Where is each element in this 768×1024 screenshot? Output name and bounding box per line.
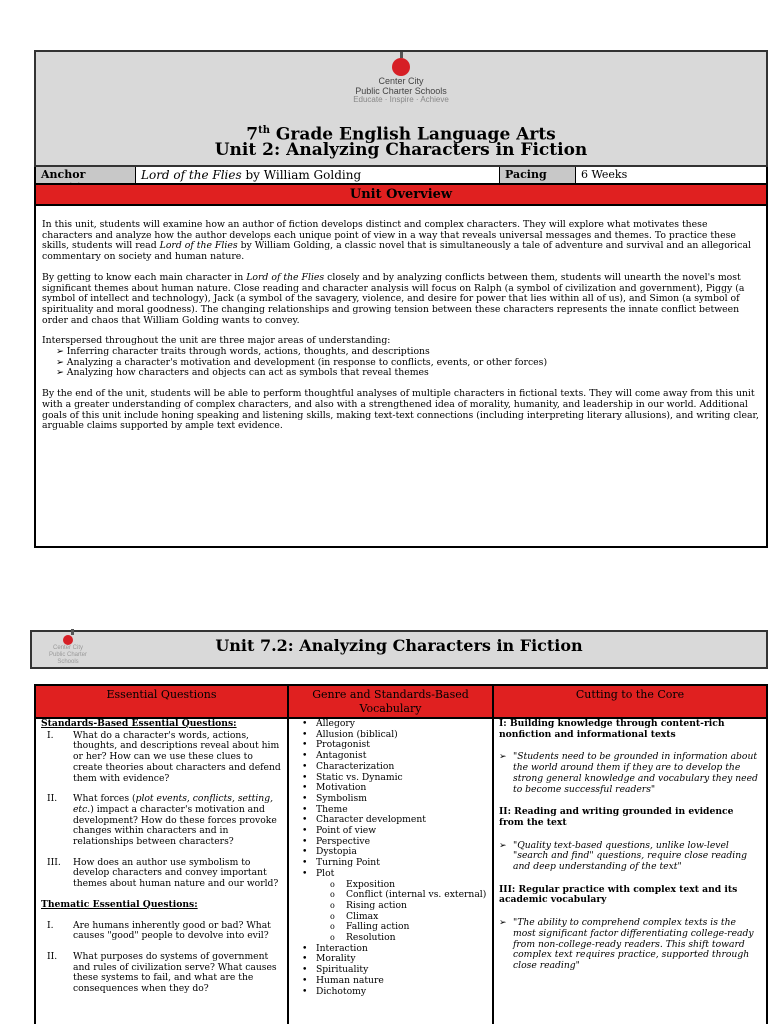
arrow-icon: ➢ (499, 751, 507, 763)
list-item: • Perspective (302, 837, 487, 848)
unit-overview-heading: Unit Overview (34, 185, 768, 206)
core-quote-3: ➢ "The ability to comprehend complex texts is the most significant factor differentiating college-ready from non-college-ready readers. This shift toward complex text requires practice, supported through close reading" (499, 917, 754, 971)
list-item: • Symbolism (302, 794, 487, 805)
list-item: • Antagonist (302, 751, 487, 762)
list-item: • Dichotomy (302, 987, 487, 998)
list-item: o Falling action (302, 922, 487, 933)
grade-subject: Grade English Language Arts (269, 124, 556, 145)
list-item: • Character development (302, 815, 487, 826)
list-item: II. What forces (plot events, conflicts, setting, etc.) impact a character's motivation and development? How do these forces provoke changes within characters and in relationships between characters? (47, 793, 277, 848)
pacing-value: 6 Weeks (581, 168, 628, 181)
list-item: • Turning Point (302, 858, 487, 869)
unit-overview-body (34, 206, 768, 548)
overview-paragraph-4: By the end of the unit, students will be able to perform thoughtful analyses of multiple characters in fictional texts. They will come away from this unit with a greater understanding of complex characters, and also with a strengthened idea of morality, humanity, and leadership in our world. Additional goals of this unit include honing speaking and listening skills, making text-text connections (including interpreting literary allusions), and writing clear, arguable claims supported by ample text evidence. (42, 388, 759, 432)
list-item: o Conflict (internal vs. external) (302, 890, 487, 901)
list-item: o Resolution (302, 933, 487, 944)
list-item: • Dystopia (302, 847, 487, 858)
arrow-icon: ➢ (499, 839, 507, 851)
anchor-title: Lord of the Flies (141, 168, 242, 182)
list-item: ➢ Inferring character traits through words, actions, thoughts, and descriptions (56, 347, 760, 358)
pacing-label: Pacing (500, 167, 576, 183)
list-item: o Climax (302, 912, 487, 923)
logo-line-2: Public Charter Schools (48, 652, 87, 665)
list-item: • Human nature (302, 976, 487, 987)
list-item: • Protagonist (302, 740, 487, 751)
document-header (34, 50, 768, 167)
col-header-vocabulary: Genre and Standards-Based Vocabulary (289, 686, 492, 717)
list-item: • Allusion (biblical) (302, 730, 487, 741)
list-item: • Point of view (302, 826, 487, 837)
anchor-author: by William Golding (241, 168, 362, 182)
core-quote-2: ➢ "Quality text-based questions, unlike low-level "search and find" questions, require close reading and deep understanding of the text" (499, 839, 748, 873)
unit-title: Unit 2: Analyzing Characters in Fiction (214, 140, 588, 160)
thematic-heading: Thematic Essential Questions: (41, 898, 198, 910)
anchor-label: Anchor (36, 167, 136, 183)
logo-line-3: Educate · Inspire · Achieve (353, 95, 449, 104)
grade-number: 7 (246, 124, 259, 145)
list-item: • Static vs. Dynamic (302, 773, 487, 784)
core-heading-2: II: Reading and writing grounded in evidence from the text (499, 806, 734, 828)
apple-icon (392, 58, 410, 76)
list-item: ➢ Analyzing how characters and objects can act as symbols that reveal themes (56, 368, 760, 379)
vocabulary-column (289, 717, 492, 1024)
page2-header (30, 630, 768, 669)
list-item: • Plot (302, 869, 487, 880)
anchor-text (136, 167, 500, 183)
understanding-list (42, 347, 760, 379)
col-header-cutting-to-core: Cutting to the Core (494, 686, 766, 717)
list-item: • Interaction (302, 944, 487, 955)
list-item: I. Are humans inherently good or bad? What causes "good" people to devolve into evil? (47, 919, 271, 942)
vocabulary-list (294, 719, 487, 997)
arrow-icon: ➢ (499, 917, 507, 929)
list-item: II. What purposes do systems of government and rules of civilization serve? What causes these systems to fail, and what are the consequences when they do? (47, 950, 277, 995)
list-item: • Theme (302, 805, 487, 816)
list-item: o Rising action (302, 901, 487, 912)
cutting-to-core-column (494, 717, 766, 1024)
list-item: I. What do a character's words, actions, thoughts, and descriptions reveal about him or her? How can we use these clues to create theories about characters and defend them with evidence? (47, 729, 281, 784)
standards-heading: Standards-Based Essential Questions: (41, 718, 237, 729)
unit-table (34, 684, 768, 1024)
list-item: • Morality (302, 954, 487, 965)
col-header-essential-questions: Essential Questions (36, 686, 287, 717)
list-item: • Spirituality (302, 965, 487, 976)
list-item: ➢ Analyzing a character's motivation and development (in response to conflicts, events, or other forces) (56, 358, 760, 369)
overview-paragraph-3: Interspersed throughout the unit are three major areas of understanding: (42, 335, 391, 347)
logo-line-1: Center City (52, 645, 83, 651)
overview-paragraph-2: By getting to know each main character in Lord of the Flies closely and by analyzing conflicts between them, students will unearth the novel's most significant themes about human nature. Close reading and character analysis will focus on Ralph (a symbol of civilization and government), Piggy (a symbol of intellect and technology), Jack (a symbol of the savagery, violence, and desire for power that lies within all of us), and Simon (a symbol of spirituality and moral goodness). The changing relationships and growing tension between these characters represents the innate conflict between order and chaos that William Golding wants to convey. (42, 271, 745, 326)
page2-title: Unit 7.2: Analyzing Characters in Fiction (215, 636, 583, 655)
overview-paragraph-1: In this unit, students will examine how an author of fiction develops distinct and complex characters. They will explore what motivates these characters and analyze how the author develops each unique point of view in a way that reveals universal messages and themes. To practice these skills, students will read Lord of the Flies by William Golding, a classic novel that is simultaneously a tale of adventure and survival and an allegorical commentary on society and human nature. (42, 219, 751, 263)
anchor-text-row (34, 167, 768, 185)
list-item: III. How does an author use symbolism to develop characters and convey important themes about human nature and our world? (47, 856, 279, 890)
logo-line-1: Center City (378, 76, 424, 86)
logo-line-2: Public Charter Schools (355, 86, 447, 96)
list-item: • Characterization (302, 762, 487, 773)
school-logo (36, 58, 766, 104)
list-item: o Exposition (302, 880, 487, 891)
core-quote-1: ➢ "Students need to be grounded in information about the world around them if they are to develop the strong general knowledge and vocabulary they need to become successful readers" (499, 751, 758, 795)
core-heading-1: I: Building knowledge through content-rich nonfiction and informational texts (499, 718, 725, 740)
list-item: • Motivation (302, 783, 487, 794)
core-heading-3: III: Regular practice with complex text and its academic vocabulary (499, 883, 738, 906)
list-item: • Allegory (302, 719, 487, 730)
essential-questions-column (36, 717, 287, 1024)
grade-suffix: th (258, 125, 270, 136)
